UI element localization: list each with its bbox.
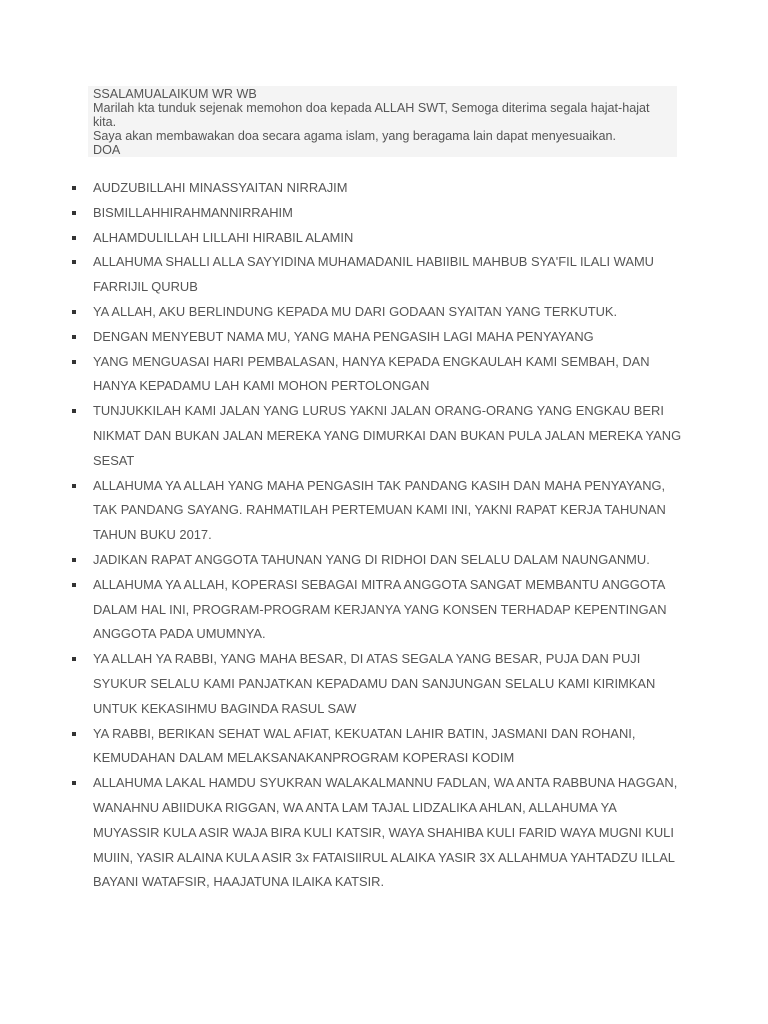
intro-box [88, 86, 677, 157]
list-item [72, 722, 682, 772]
bullet-icon [72, 558, 76, 562]
list-item [72, 201, 682, 226]
bullet-icon [72, 186, 76, 190]
list-item-text: YA ALLAH, AKU BERLINDUNG KEPADA MU DARI GODAAN SYAITAN YANG TERKUTUK. [93, 303, 618, 319]
list-item-text: JADIKAN RAPAT ANGGOTA TAHUNAN YANG DI RIDHOI DAN SELALU DALAM NAUNGANMU. [93, 551, 650, 567]
bullet-icon [72, 781, 76, 785]
bullet-icon [72, 583, 76, 587]
invitation-line: Marilah kta tunduk sejenak memohon doa kepada ALLAH SWT, Semoga diterima segala hajat-hajat kita. [93, 101, 650, 129]
list-item [72, 573, 682, 647]
greeting-line: SSALAMUALAIKUM WR WB [93, 87, 257, 101]
list-item-text: YANG MENGUASAI HARI PEMBALASAN, HANYA KEPADA ENGKAULAH KAMI SEMBAH, DAN HANYA KEPADAMU LAH KAMI MOHON PERTOLONGAN [93, 353, 650, 394]
bullet-icon [72, 260, 76, 264]
list-item [72, 350, 682, 400]
bullet-icon [72, 657, 76, 661]
list-item [72, 548, 682, 573]
bullet-icon [72, 236, 76, 240]
list-item-text: ALHAMDULILLAH LILLAHI HIRABIL ALAMIN [93, 229, 354, 245]
list-item [72, 226, 682, 251]
doa-heading: DOA [93, 143, 121, 157]
list-item [72, 176, 682, 201]
list-item-text: YA ALLAH YA RABBI, YANG MAHA BESAR, DI ATAS SEGALA YANG BESAR, PUJA DAN PUJI SYUKUR SELALU KAMI PANJATKAN KEPADAMU DAN SANJUNGAN SELALU KAMI KIRIMKAN UNTUK KEKASIHMU BAGINDA RASUL SAW [93, 651, 656, 716]
list-item [72, 300, 682, 325]
bullet-icon [72, 310, 76, 314]
bullet-icon [72, 335, 76, 339]
bullet-icon [72, 732, 76, 736]
list-item [72, 325, 682, 350]
bullet-icon [72, 484, 76, 488]
list-item-text: ALLAHUMA YA ALLAH YANG MAHA PENGASIH TAK PANDANG KASIH DAN MAHA PENYAYANG, TAK PANDANG SAYANG. RAHMATILAH PERTEMUAN KAMI INI, YAKNI RAPAT KERJA TAHUNAN TAHUN BUKU 2017. [93, 477, 666, 543]
bullet-icon [72, 409, 76, 413]
list-item [72, 399, 682, 473]
list-item-text: DENGAN MENYEBUT NAMA MU, YANG MAHA PENGASIH LAGI MAHA PENYAYANG [93, 328, 594, 344]
list-item-text: BISMILLAHHIRAHMANNIRRAHIM [93, 204, 293, 220]
note-line: Saya akan membawakan doa secara agama islam, yang beragama lain dapat menyesuaikan. [93, 129, 616, 143]
list-item-text: TUNJUKKILAH KAMI JALAN YANG LURUS YAKNI JALAN ORANG-ORANG YANG ENGKAU BERI NIKMAT DAN BUKAN JALAN MEREKA YANG DIMURKAI DAN BUKAN PULA JALAN MEREKA YANG SESAT [93, 403, 682, 468]
list-item [72, 647, 682, 721]
bullet-icon [72, 360, 76, 364]
list-item-text: ALLAHUMA YA ALLAH, KOPERASI SEBAGAI MITRA ANGGOTA SANGAT MEMBANTU ANGGOTA DALAM HAL INI, PROGRAM-PROGRAM KERJANYA YANG KONSEN TERHADAP KEPENTINGAN ANGGOTA PADA UMUMNYA. [93, 576, 667, 642]
prayer-list [72, 176, 682, 895]
list-item [72, 474, 682, 548]
list-item-text: ALLAHUMA LAKAL HAMDU SYUKRAN WALAKALMANNU FADLAN, WA ANTA RABBUNA HAGGAN, WANAHNU ABIIDUKA RIGGAN, WA ANTA LAM TAJAL LIDZALIKA AHLAN, ALLAHUMA YA MUYASSIR KULA ASIR WAJA BIRA KULI KATSIR, WAYA SHAHIBA KULI FARID WAYA MUGNI KULI MUIIN, YASIR ALAINA KULA ASIR 3x FATAISIIRUL ALAIKA YASIR 3X ALLAHMUA YAHTADZU ILLAL BAYANI WATAFSIR, HAAJATUNA ILAIKA KATSIR. [93, 775, 678, 890]
list-item [72, 771, 682, 895]
bullet-icon [72, 211, 76, 215]
list-item-text: AUDZUBILLAHI MINASSYAITAN NIRRAJIM [93, 180, 348, 195]
list-item [72, 250, 682, 300]
list-item-text: YA RABBI, BERIKAN SEHAT WAL AFIAT, KEKUATAN LAHIR BATIN, JASMANI DAN ROHANI, KEMUDAHAN DALAM MELAKSANAKANPROGRAM KOPERASI KODIM [93, 725, 636, 766]
list-item-text: ALLAHUMA SHALLI ALLA SAYYIDINA MUHAMADANIL HABIIBIL MAHBUB SYA'FIL ILALI WAMU FARRIJIL QURUB [93, 254, 654, 295]
